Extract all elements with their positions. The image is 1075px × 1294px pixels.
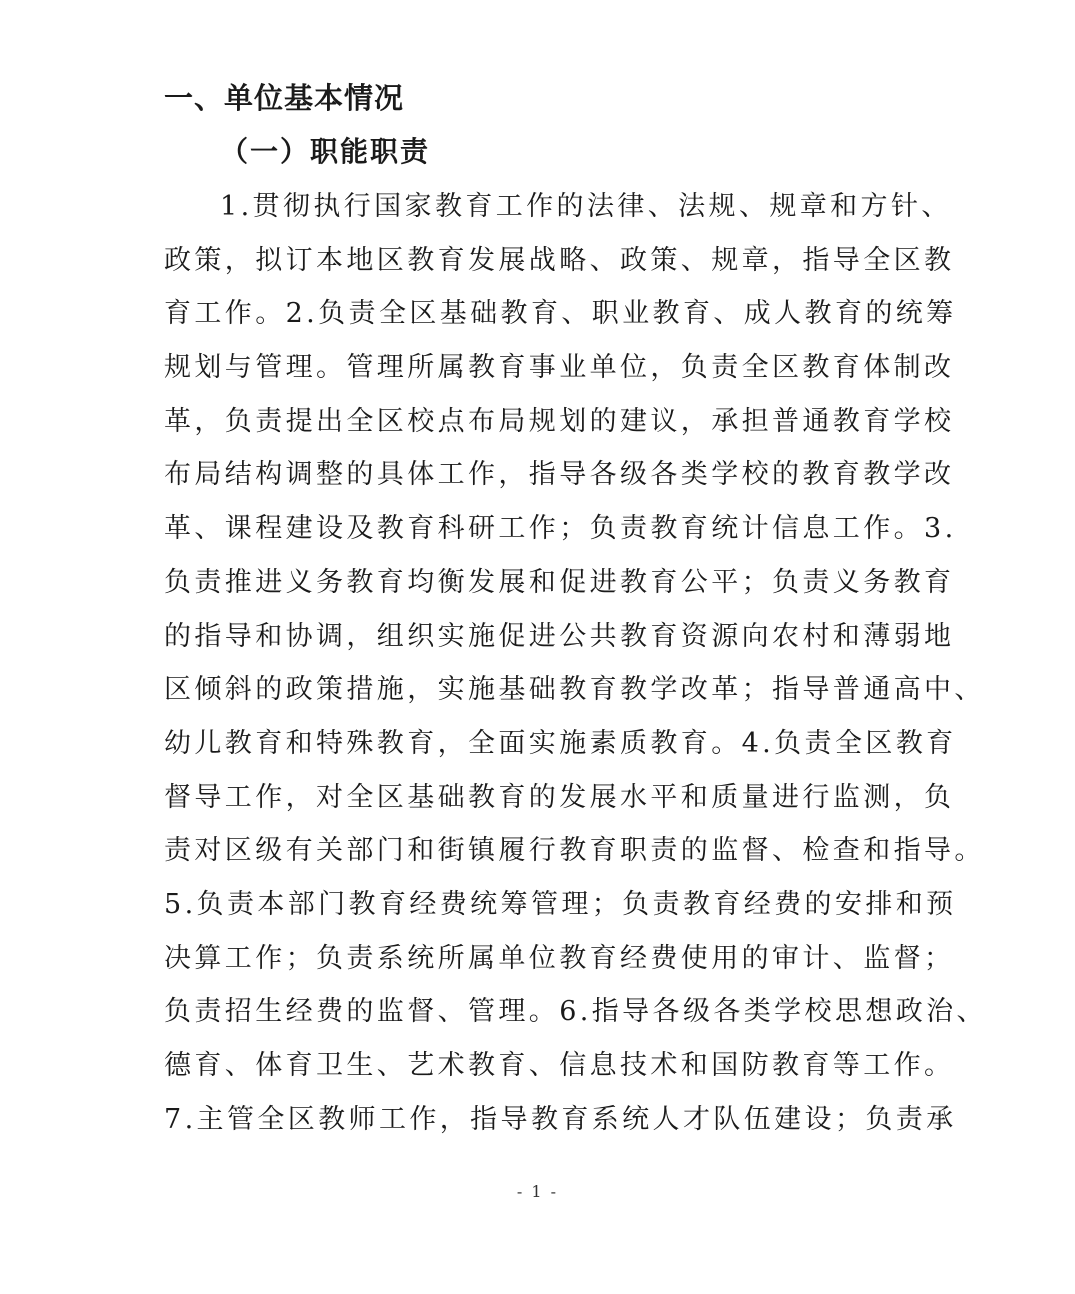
text-line: 革，负责提出全区校点布局规划的建议，承担普通教育学校 [164, 405, 955, 437]
page-number: - 1 - [516, 1182, 559, 1201]
text-line: 政策，拟订本地区教育发展战略、政策、规章，指导全区教 [164, 244, 955, 276]
text-line: 德育、体育卫生、艺术教育、信息技术和国防教育等工作。 [164, 1050, 955, 1081]
section-heading: 一、单位基本情况 [164, 81, 405, 115]
text-line: 1.贯彻执行国家教育工作的法律、法规、规章和方针、 [220, 191, 952, 222]
text-line: 区倾斜的政策措施，实施基础教育教学改革；指导普通高中、 [164, 674, 985, 706]
text-line: 革、课程建设及教育科研工作；负责教育统计信息工作。3. [164, 513, 957, 545]
body-text [164, 184, 987, 1150]
text-line: 督导工作，对全区基础教育的发展水平和质量进行监测，负 [164, 781, 955, 813]
text-line: 责对区级有关部门和街镇履行教育职责的监督、检查和指导。 [164, 835, 985, 867]
text-line: 的指导和协调，组织实施促进公共教育资源向农村和薄弱地 [164, 620, 955, 652]
text-line: 负责推进义务教育均衡发展和促进教育公平；负责义务教育 [164, 566, 955, 598]
text-line: 育工作。2.负责全区基础教育、职业教育、成人教育的统筹 [164, 298, 957, 330]
subsection-heading: （一）职能职责 [220, 135, 431, 168]
text-line: 负责招生经费的监督、管理。6.指导各级各类学校思想政治、 [164, 996, 987, 1028]
text-line: 7.主管全区教师工作，指导教育系统人才队伍建设；负责承 [164, 1103, 957, 1135]
text-line: 布局结构调整的具体工作，指导各级各类学校的教育教学改 [164, 459, 955, 491]
text-line: 5.负责本部门教育经费统筹管理；负责教育经费的安排和预 [164, 888, 957, 920]
text-line: 幼儿教育和特殊教育，全面实施素质教育。4.负责全区教育 [164, 727, 957, 759]
text-line: 规划与管理。管理所属教育事业单位，负责全区教育体制改 [164, 352, 955, 384]
text-line: 决算工作；负责系统所属单位教育经费使用的审计、监督； [164, 942, 955, 974]
